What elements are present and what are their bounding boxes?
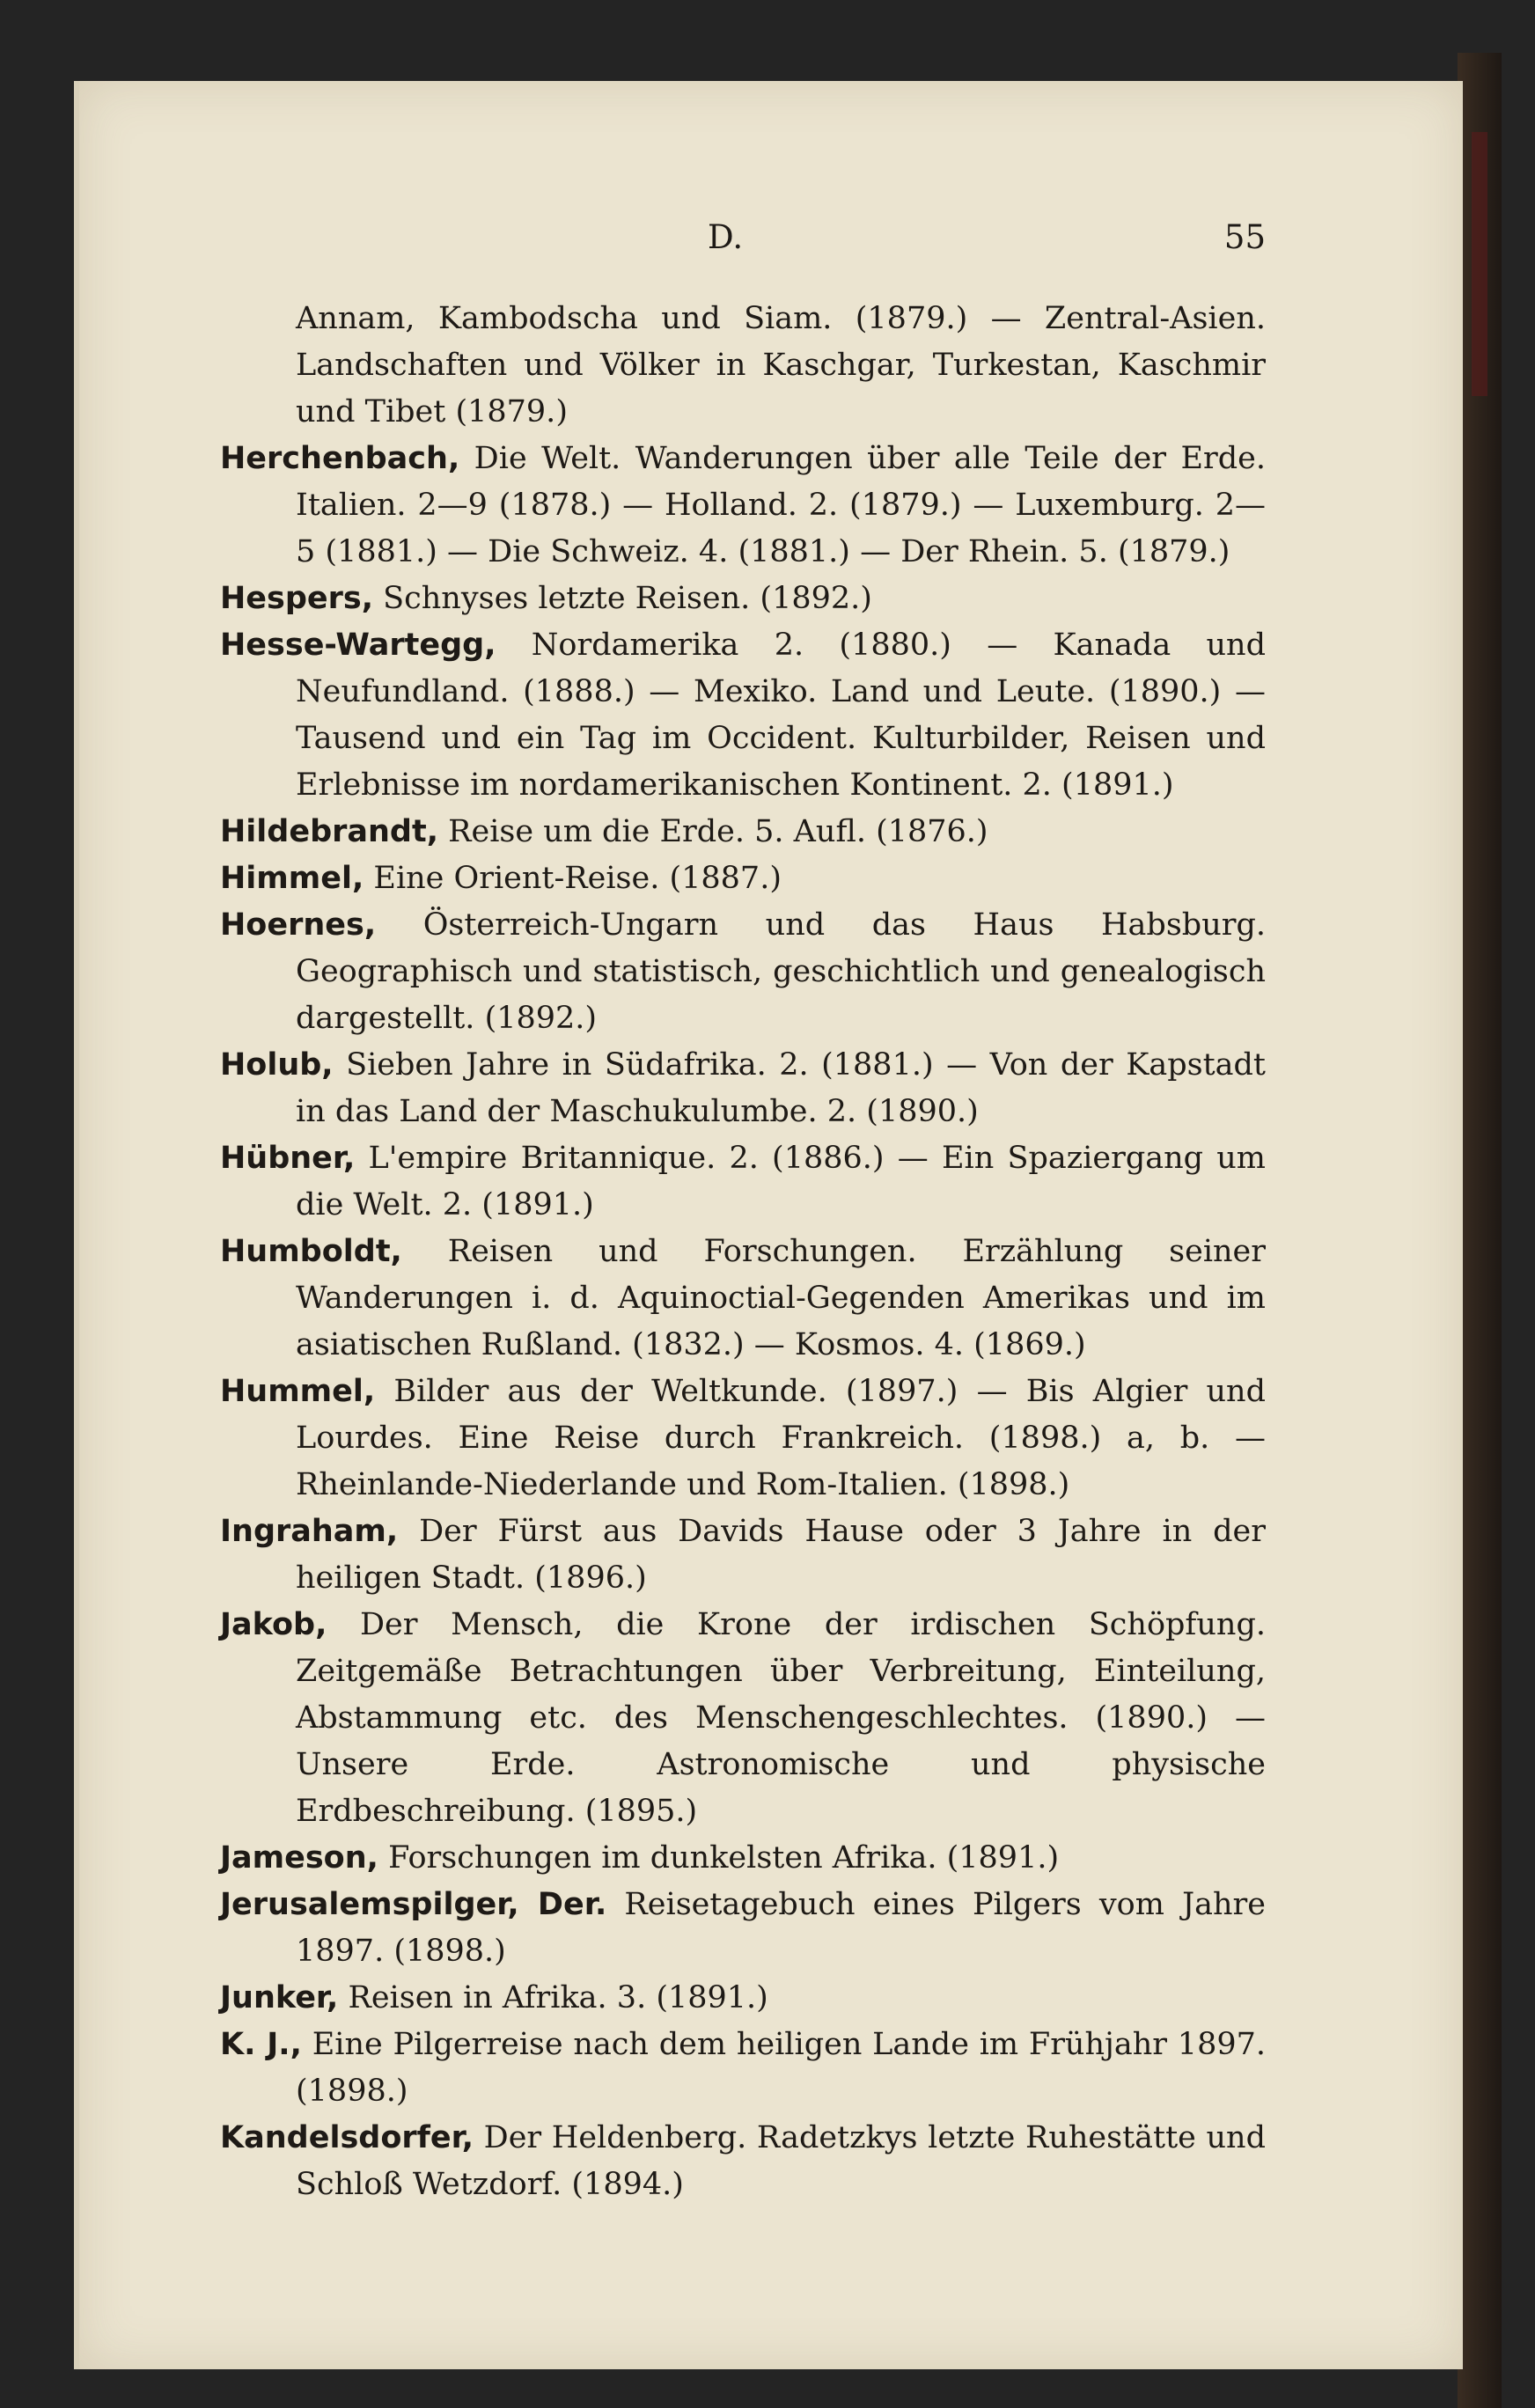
catalog-entry-k-j: [220, 2022, 1266, 2115]
catalog-entry-jerusalemspilger: [220, 1882, 1266, 1975]
catalog-entry-hoernes: [220, 902, 1266, 1042]
entry-text: Die Welt. Wanderungen über alle Teile der Erde. Italien. 2—9 (1878.) — Holland. 2. (1879.) — Luxemburg. 2—5 (1881.) — Die Schweiz. 4. (1881.) — Der Rhein. 5. (1879.): [296, 441, 1266, 569]
catalog-entry-himmel: [220, 855, 1266, 902]
entry-author: Hübner,: [220, 1141, 356, 1176]
entry-author: Kandelsdorfer,: [220, 2120, 474, 2155]
catalog-entry-ingraham: [220, 1509, 1266, 1602]
entry-text: Der Mensch, die Krone der irdischen Schöpfung. Zeitgemäße Betrachtungen über Verbreitung, Einteilung, Abstammung etc. des Menschengeschlechtes. (1890.) — Unsere Erde. Astronomische und physische Erdbeschreibung. (1895.): [296, 1607, 1266, 1829]
entry-author: Jerusalemspilger, Der.: [220, 1887, 607, 1922]
entry-text: Reisen und Forschungen. Erzählung seiner Wanderungen i. d. Aquinoctial-Gegenden Amerikas und im asiatischen Rußland. (1832.) — Kosmos. 4. (1869.): [296, 1234, 1266, 1362]
entry-author: Hoernes,: [220, 907, 377, 943]
entry-author: Himmel,: [220, 861, 364, 896]
entry-text: L'empire Britannique. 2. (1886.) — Ein Spaziergang um die Welt. 2. (1891.): [296, 1141, 1266, 1222]
catalog-entry-jakob: [220, 1602, 1266, 1835]
catalog-entry-jameson: [220, 1835, 1266, 1882]
entry-author: Hesse-Wartegg,: [220, 628, 496, 663]
entry-text: Forschungen im dunkelsten Afrika. (1891.): [378, 1840, 1060, 1876]
entry-author: Hildebrandt,: [220, 814, 439, 849]
catalog-entry-junker: [220, 1975, 1266, 2022]
entry-text: Schnyses letzte Reisen. (1892.): [373, 581, 872, 616]
entry-text: Österreich-Ungarn und das Haus Habsburg. Geographisch und statistisch, geschichtlich und genealogisch dargestellt. (1892.): [296, 907, 1266, 1036]
catalog-text: [220, 296, 1266, 2208]
entry-author: Jameson,: [220, 1840, 378, 1876]
entry-author: Hespers,: [220, 581, 374, 616]
section-letter: D.: [708, 218, 744, 256]
entry-author: Herchenbach,: [220, 441, 460, 476]
entry-text: Der Heldenberg. Radetzkys letzte Ruhestätte und Schloß Wetzdorf. (1894.): [296, 2120, 1266, 2202]
entry-author: K. J.,: [220, 2027, 302, 2062]
entry-text: Eine Pilgerreise nach dem heiligen Lande im Frühjahr 1897. (1898.): [296, 2027, 1266, 2109]
catalog-entry-hildebrandt: [220, 809, 1266, 855]
entry-author: Ingraham,: [220, 1514, 399, 1549]
catalog-entry-herchenbach: [220, 436, 1266, 576]
catalog-entry-holub: [220, 1042, 1266, 1135]
continued-entry: Annam, Kambodscha und Siam. (1879.) — Zentral-Asien. Landschaften und Völker in Kaschgar, Turkestan, Kaschmir und Tibet (1879.): [296, 301, 1266, 429]
entry-text: Sieben Jahre in Südafrika. 2. (1881.) — Von der Kapstadt in das Land der Maschukulumbe. 2. (1890.): [296, 1047, 1266, 1129]
spine-mark: [1472, 132, 1487, 396]
page-number: 55: [1223, 218, 1266, 256]
entry-author: Humboldt,: [220, 1234, 402, 1269]
catalog-entry-humboldt: [220, 1229, 1266, 1369]
entry-author: Holub,: [220, 1047, 334, 1083]
catalog-entry-hummel: [220, 1369, 1266, 1509]
entry-text: Eine Orient-Reise. (1887.): [364, 861, 782, 896]
entry-author: Junker,: [220, 1980, 339, 2015]
catalog-entry-hesse-wartegg: [220, 622, 1266, 809]
page-header: [220, 218, 1266, 262]
entry-text: Reisen in Afrika. 3. (1891.): [338, 1980, 768, 2015]
entry-text: Nordamerika 2. (1880.) — Kanada und Neufundland. (1888.) — Mexiko. Land und Leute. (1890.) — Tausend und ein Tag im Occident. Kulturbilder, Reisen und Erlebnisse im nordamerikanischen Kontinent. 2. (1891.): [296, 628, 1266, 803]
catalog-entry-huebner: [220, 1135, 1266, 1229]
entry-author: Jakob,: [220, 1607, 327, 1642]
catalog-entry-kandelsdorfer: [220, 2115, 1266, 2208]
entry-text: Reise um die Erde. 5. Aufl. (1876.): [438, 814, 988, 849]
entry-text: Der Fürst aus Davids Hause oder 3 Jahre in der heiligen Stadt. (1896.): [296, 1514, 1266, 1596]
book-spine: [1458, 53, 1502, 2408]
catalog-entry-hespers: [220, 576, 1266, 622]
entry-text: Bilder aus der Weltkunde. (1897.) — Bis Algier und Lourdes. Eine Reise durch Frankreich. (1898.) a, b. — Rheinlande-Niederlande und Rom-Italien. (1898.): [296, 1374, 1266, 1502]
entry-author: Hummel,: [220, 1374, 376, 1409]
entry-text: Reisetagebuch eines Pilgers vom Jahre 1897. (1898.): [296, 1887, 1266, 1969]
